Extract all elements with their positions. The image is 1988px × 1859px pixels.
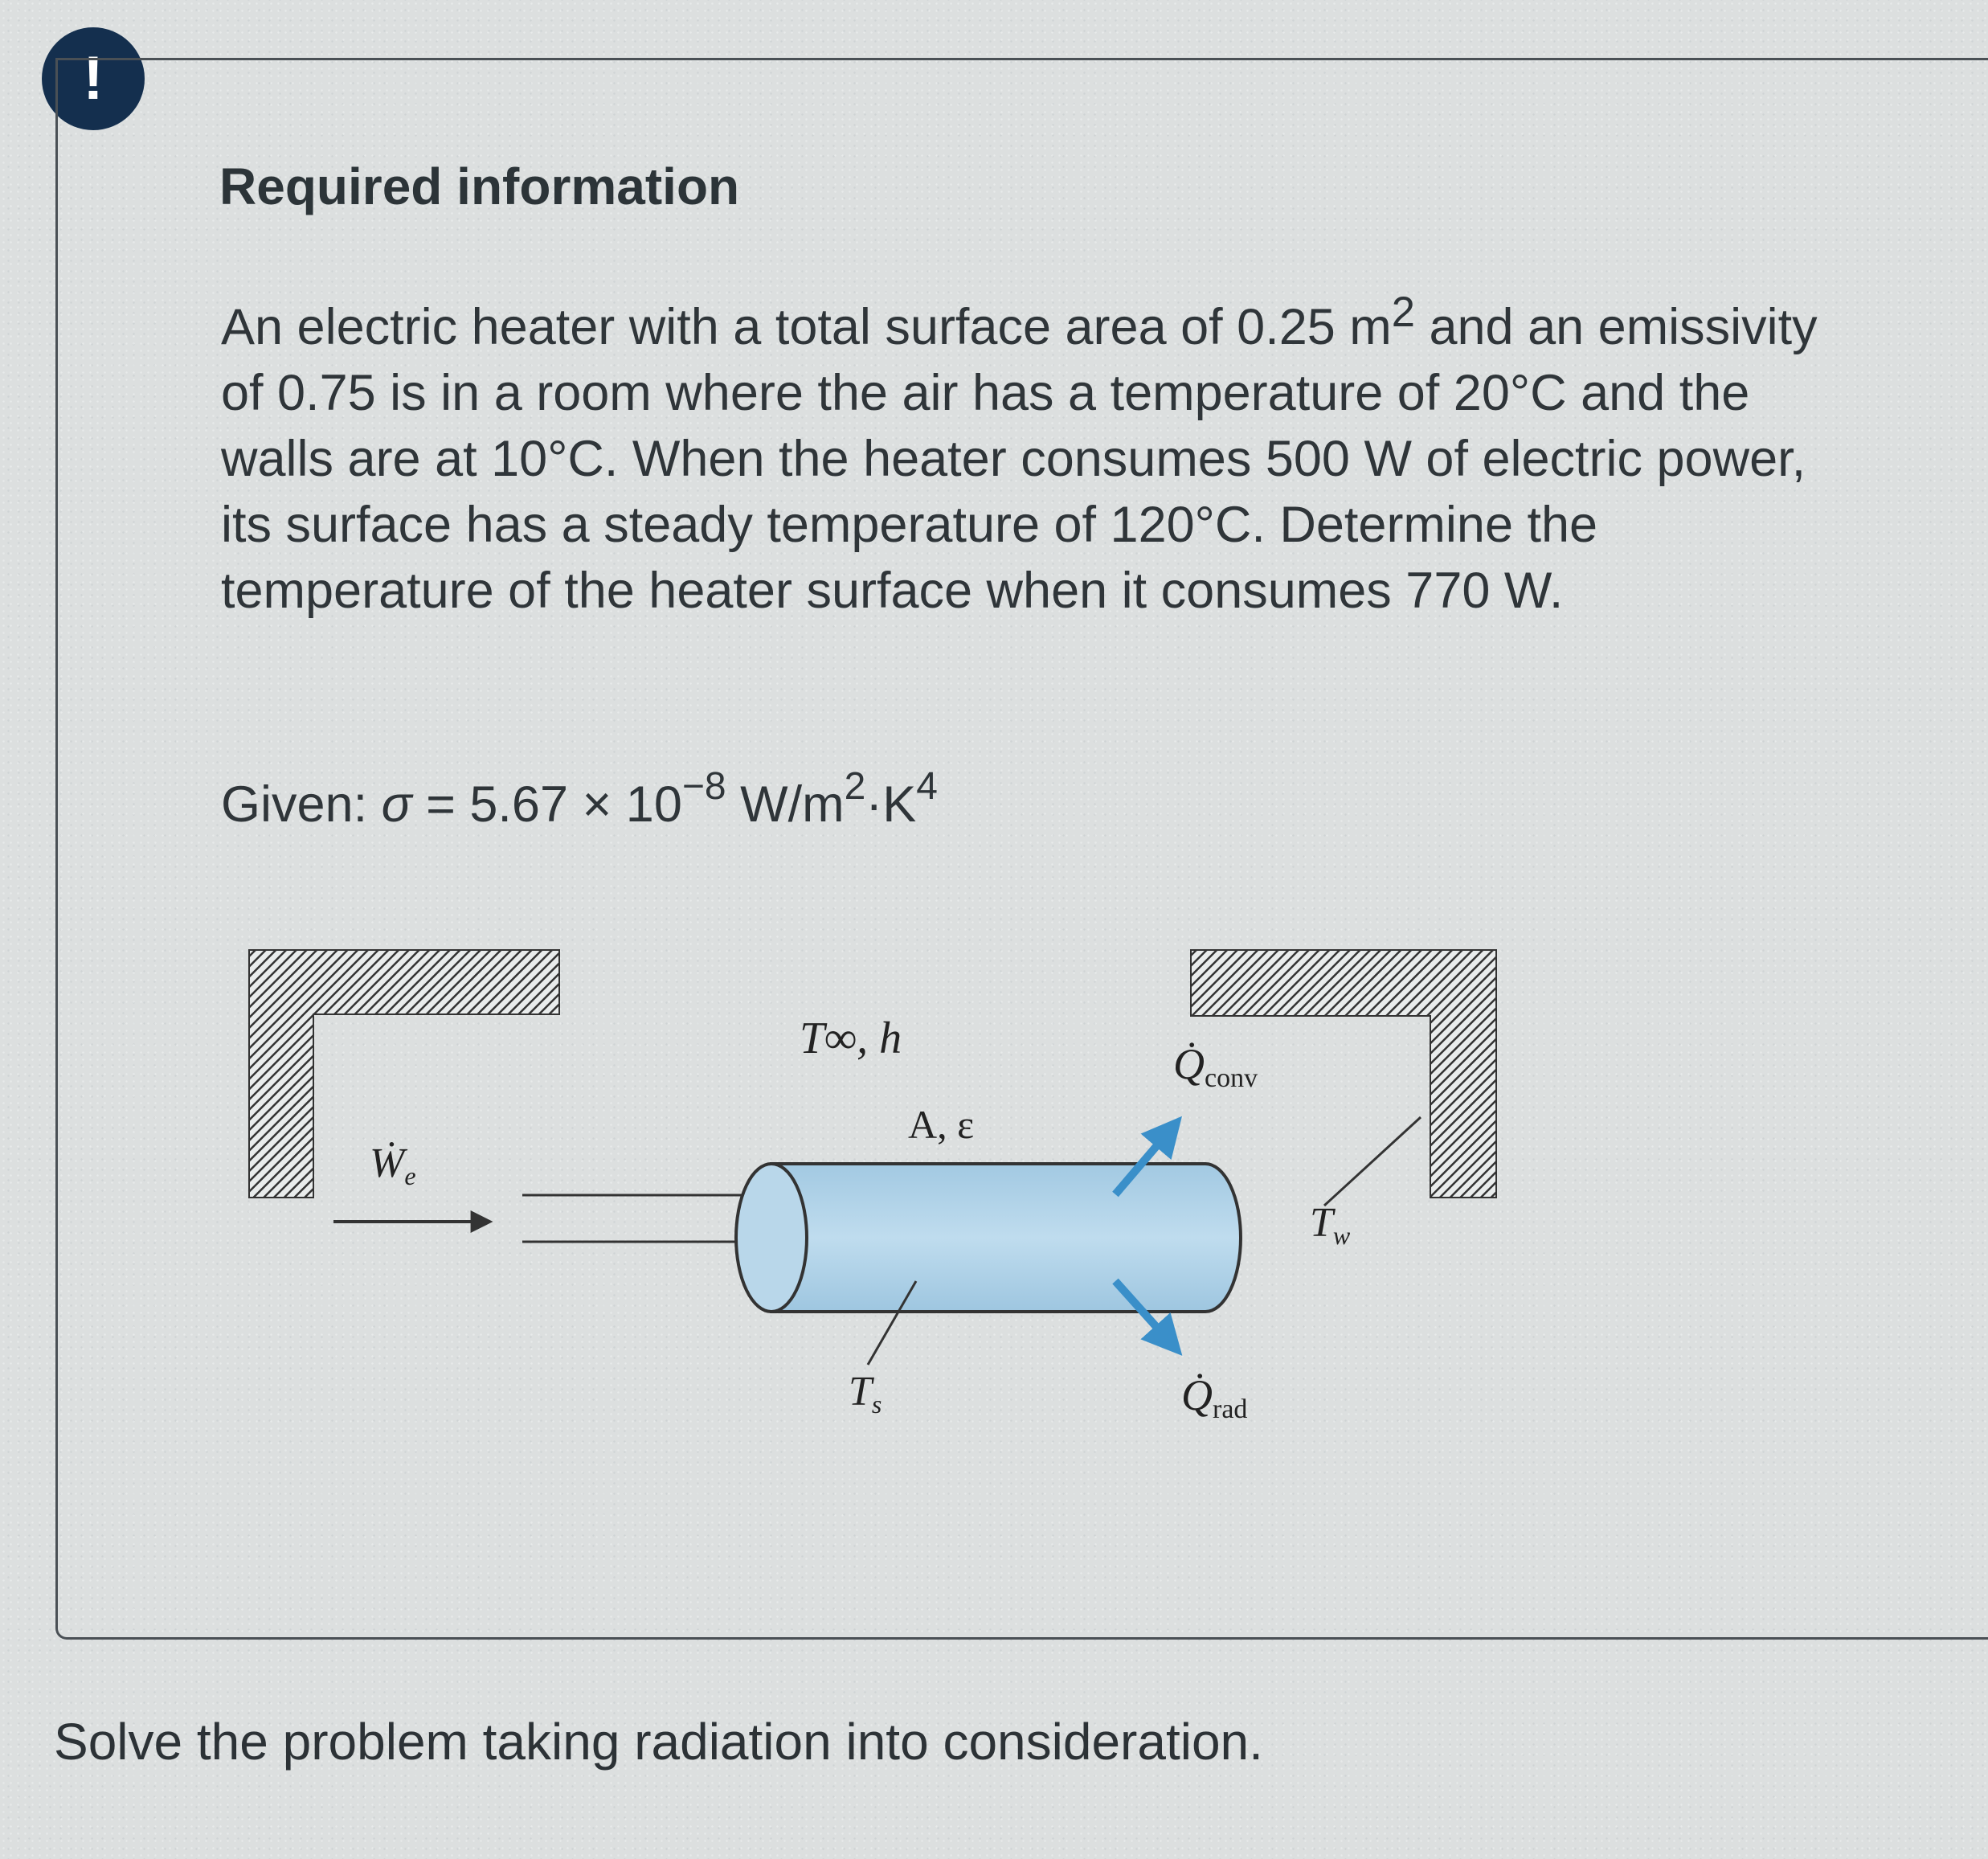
electric-power-symbol: Ẇ: [370, 1140, 405, 1186]
given-unit: W/m: [726, 776, 845, 833]
heater-diagram: [241, 932, 1527, 1431]
electric-power-subscript: e: [404, 1161, 416, 1190]
wall-temp-label: [1310, 1200, 1351, 1250]
given-exponent: −8: [681, 765, 726, 808]
heater-cylinder: [736, 1164, 1241, 1312]
surface-temp-subscript: s: [871, 1390, 882, 1419]
surface-temp-symbol: T: [849, 1369, 872, 1415]
given-constant: [221, 755, 938, 841]
given-unit-mid: ·K: [865, 776, 917, 833]
sigma-symbol: σ: [381, 776, 412, 833]
problem-statement: [221, 280, 1844, 624]
wall-temp-leader: [1324, 1117, 1421, 1206]
exclamation-icon: !: [83, 44, 104, 113]
convection-subscript: conv: [1205, 1063, 1258, 1093]
wall-temp-symbol: T: [1310, 1200, 1333, 1246]
given-unit-exponent-1: 2: [844, 765, 866, 808]
given-expression: = 5.67 × 10: [411, 776, 682, 833]
panel-heading: Required information: [219, 158, 740, 215]
radiation-subscript: rad: [1213, 1394, 1248, 1424]
surface-temp-label: [849, 1369, 882, 1419]
given-prefix: Given:: [221, 776, 382, 833]
ambient-temp-coefficient-label: T∞, h: [800, 1013, 902, 1063]
given-unit-exponent-2: 4: [916, 765, 938, 808]
problem-text-part-1: An electric heater with a total surface area of 0.25 m: [221, 299, 1392, 355]
area-unit-exponent: 2: [1391, 289, 1415, 336]
radiation-label: [1181, 1371, 1247, 1424]
radiation-symbol: Q̇: [1181, 1371, 1213, 1419]
wall-temp-subscript: w: [1332, 1221, 1351, 1250]
convection-symbol: Q̇: [1173, 1040, 1205, 1088]
area-emissivity-label: A, ε: [908, 1102, 975, 1147]
convection-label: [1173, 1040, 1258, 1093]
instruction-text: Solve the problem taking radiation into consideration.: [54, 1713, 1263, 1771]
electric-power-label: [370, 1140, 416, 1190]
problem-text-part-2: and an emissivity of 0.75 is in a room where the air has a temperature of 20°C and the walls are at 10°C. When the heater consumes 500 W of electric power, its surface has a steady temperature of 120°C. Determine the temperature of the heater surface when it consumes 770 W.: [221, 299, 1818, 619]
